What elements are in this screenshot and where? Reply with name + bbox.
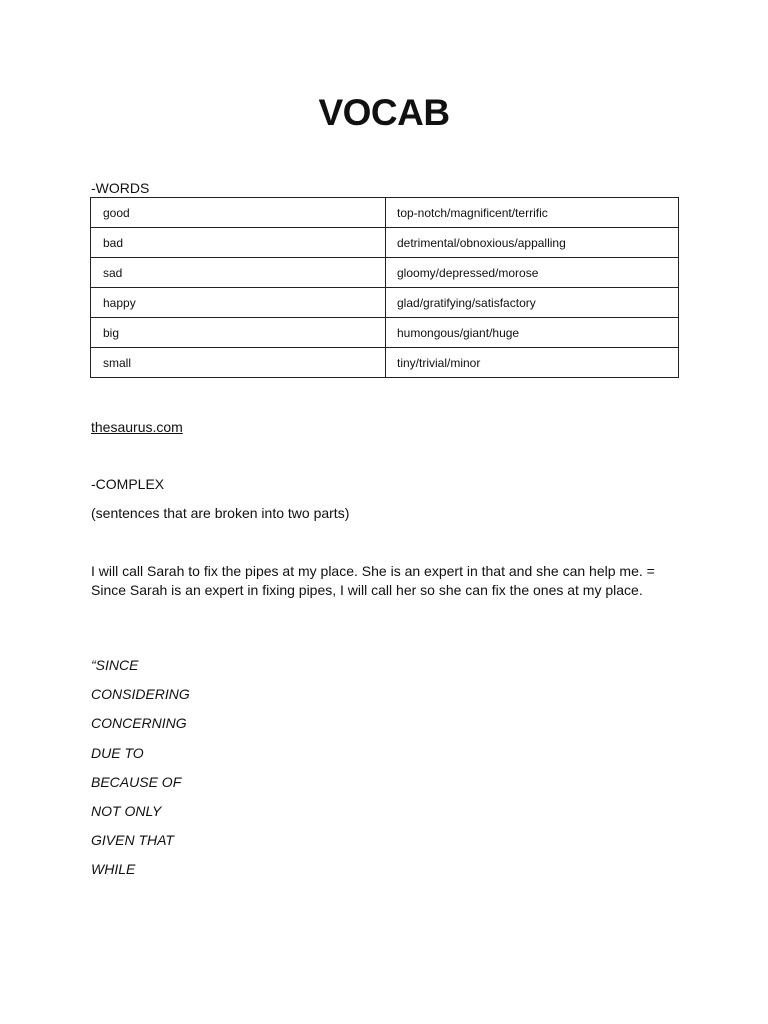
table-row [91,258,679,288]
table-row [91,348,679,378]
connector-list [91,656,190,890]
synonyms-cell: top-notch/magnificent/terrific [386,198,679,228]
synonyms-cell: humongous/giant/huge [386,318,679,348]
table-row [91,228,679,258]
words-section-label: -WORDS [91,180,150,196]
list-item: DUE TO [91,744,144,761]
word-cell: bad [91,228,386,258]
vocab-table [90,197,679,378]
synonyms-cell: tiny/trivial/minor [386,348,679,378]
synonyms-cell: glad/gratifying/satisfactory [386,288,679,318]
synonyms-cell: gloomy/depressed/morose [386,258,679,288]
table-row [91,318,679,348]
word-cell: happy [91,288,386,318]
word-cell: sad [91,258,386,288]
list-item: NOT ONLY [91,802,162,819]
table-row [91,288,679,318]
list-item: WHILE [91,861,136,878]
synonyms-cell: detrimental/obnoxious/appalling [386,228,679,258]
complex-section-label: -COMPLEX [91,476,165,492]
word-cell: good [91,198,386,228]
table-row [91,198,679,228]
page-title: VOCAB [318,92,450,133]
complex-description: (sentences that are broken into two parts) [91,505,350,521]
list-item: “SINCE [91,657,139,673]
word-cell: small [91,348,386,378]
example-sentence: I will call Sarah to fix the pipes at my place. She is an expert in that and she can help me. = Since Sarah is an expert in fixing pipes, I will call her so she can fix the ones at my place. [91,563,655,598]
word-cell: big [91,318,386,348]
list-item: GIVEN THAT [91,832,174,849]
list-item: CONSIDERING [91,686,190,703]
list-item: BECAUSE OF [91,773,182,790]
list-item: CONCERNING [91,715,187,732]
thesaurus-link[interactable]: thesaurus.com [91,419,183,435]
